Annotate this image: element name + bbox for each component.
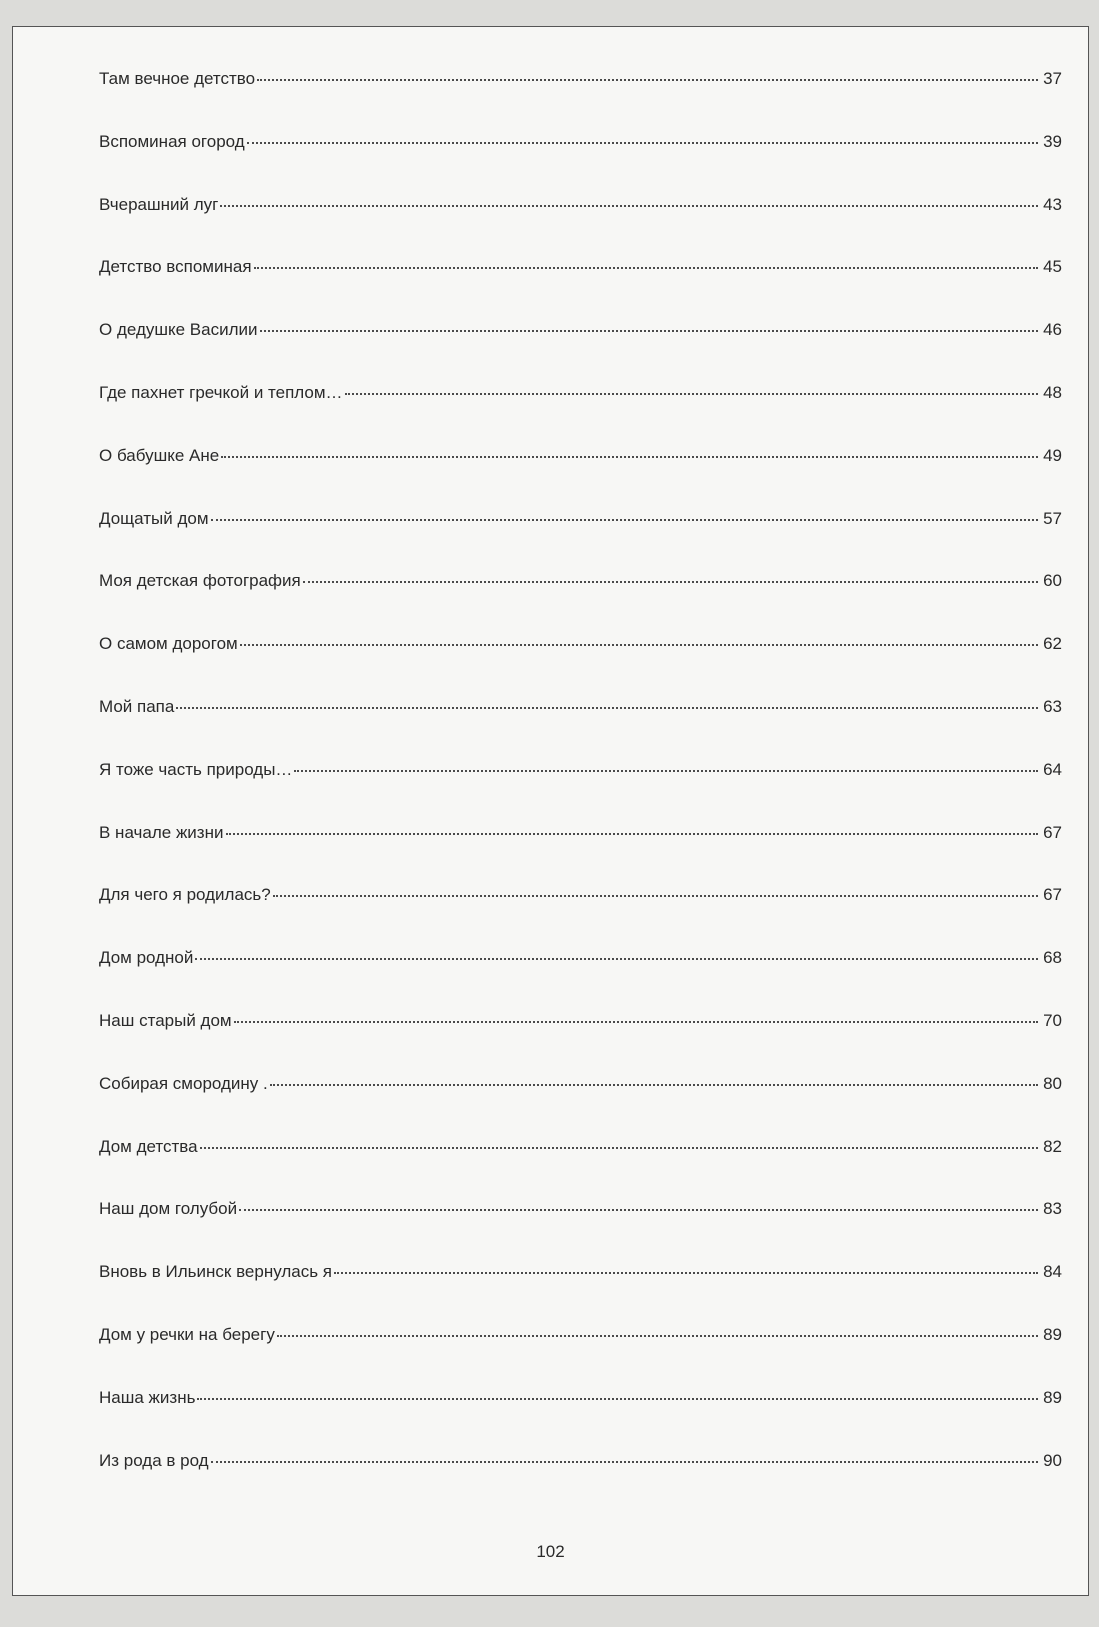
toc-entry xyxy=(99,1388,1062,1451)
dot-leader xyxy=(257,79,1038,81)
toc-entry-title: Дом родной xyxy=(99,948,194,968)
dot-leader xyxy=(221,456,1038,458)
toc-entry-page: 63 xyxy=(1043,696,1062,716)
toc-entry xyxy=(99,132,1062,195)
toc-entry-title: В начале жизни xyxy=(99,822,224,842)
toc-entry xyxy=(99,760,1062,823)
dot-leader xyxy=(220,205,1038,207)
dot-leader xyxy=(200,1147,1038,1149)
toc-entry-page: 64 xyxy=(1043,759,1062,779)
toc-entry-title: Там вечное детство xyxy=(99,69,256,88)
dot-leader xyxy=(240,644,1038,646)
dot-leader xyxy=(211,519,1038,521)
toc-entry-page: 90 xyxy=(1043,1450,1062,1470)
toc-entry xyxy=(99,885,1062,948)
toc-entry-page: 48 xyxy=(1043,382,1062,402)
toc-entry-page: 43 xyxy=(1043,194,1062,214)
toc-entry-page: 80 xyxy=(1043,1073,1062,1093)
dot-leader xyxy=(303,581,1038,583)
dot-leader xyxy=(277,1335,1038,1337)
toc-entry-page: 70 xyxy=(1043,1010,1062,1030)
toc-entry-page: 39 xyxy=(1043,131,1062,151)
toc-entry-page: 84 xyxy=(1043,1262,1062,1282)
toc-entry xyxy=(99,1451,1062,1514)
toc-entry xyxy=(99,1325,1062,1388)
toc-entry-title: Из рода в род xyxy=(99,1450,209,1470)
toc-entry xyxy=(99,571,1062,634)
toc-entry xyxy=(99,697,1062,760)
dot-leader xyxy=(176,707,1038,709)
toc-entry-title: Вспоминая огород xyxy=(99,131,245,151)
toc-entry-title: Дом детства xyxy=(99,1136,198,1156)
toc-entry-page: 83 xyxy=(1043,1199,1062,1219)
toc-entry-page: 57 xyxy=(1043,508,1062,528)
toc-entry xyxy=(99,195,1062,258)
toc-entry-page: 82 xyxy=(1043,1136,1062,1156)
dot-leader xyxy=(197,1398,1038,1400)
toc-entry-page: 67 xyxy=(1043,822,1062,842)
dot-leader xyxy=(273,895,1038,897)
toc-entry-title: Наш дом голубой xyxy=(99,1199,238,1219)
page-number: 102 xyxy=(536,1542,565,1561)
dot-leader xyxy=(260,330,1038,332)
toc-entry-title: Вновь в Ильинск вернулась я xyxy=(99,1262,333,1282)
toc-entry-title: О дедушке Василии xyxy=(99,320,258,340)
dot-leader xyxy=(294,770,1038,772)
toc-entry-page: 60 xyxy=(1043,571,1062,591)
toc-entry-title: Дом у речки на берегу xyxy=(99,1324,275,1344)
toc-entry xyxy=(99,383,1062,446)
toc-entry-title: Дощатый дом xyxy=(99,508,209,528)
toc-entry xyxy=(99,257,1062,320)
dot-leader xyxy=(270,1084,1038,1086)
dot-leader xyxy=(247,142,1038,144)
toc-entry-title: О самом дорогом xyxy=(99,634,238,654)
toc-entry-page: 37 xyxy=(1043,69,1062,88)
toc-entry-page: 89 xyxy=(1043,1387,1062,1407)
toc-entry xyxy=(99,1137,1062,1200)
toc-entry xyxy=(99,320,1062,383)
toc-entry-page: 49 xyxy=(1043,445,1062,465)
dot-leader xyxy=(234,1021,1038,1023)
toc-entry xyxy=(99,1199,1062,1262)
toc-entry xyxy=(99,823,1062,886)
toc-entry-title: Детство вспоминая xyxy=(99,257,252,277)
toc-entry xyxy=(99,634,1062,697)
book-page xyxy=(12,26,1089,1596)
toc-entry-title: Вчерашний луг xyxy=(99,194,219,214)
table-of-contents xyxy=(99,69,1062,1513)
toc-entry-page: 89 xyxy=(1043,1324,1062,1344)
dot-leader xyxy=(254,267,1038,269)
toc-entry-title: Наша жизнь xyxy=(99,1387,196,1407)
toc-entry-title: Для чего я родилась? xyxy=(99,885,271,905)
toc-entry-page: 62 xyxy=(1043,634,1062,654)
toc-entry-title: Мой папа xyxy=(99,696,175,716)
toc-entry xyxy=(99,1074,1062,1137)
toc-entry-page: 45 xyxy=(1043,257,1062,277)
toc-entry-title: Моя детская фотография xyxy=(99,571,301,591)
dot-leader xyxy=(195,958,1038,960)
toc-entry xyxy=(99,509,1062,572)
dot-leader xyxy=(334,1272,1038,1274)
toc-entry xyxy=(99,1011,1062,1074)
toc-entry-title: Наш старый дом xyxy=(99,1010,232,1030)
toc-entry-title: Собирая смородину . xyxy=(99,1073,268,1093)
dot-leader xyxy=(211,1461,1038,1463)
toc-entry-page: 67 xyxy=(1043,885,1062,905)
toc-entry-page: 68 xyxy=(1043,948,1062,968)
toc-entry xyxy=(99,69,1062,132)
toc-entry-title: Я тоже часть природы… xyxy=(99,759,293,779)
dot-leader xyxy=(345,393,1038,395)
toc-entry-title: О бабушке Ане xyxy=(99,445,220,465)
toc-entry-page: 46 xyxy=(1043,320,1062,340)
toc-entry-title: Где пахнет гречкой и теплом… xyxy=(99,382,343,402)
dot-leader xyxy=(239,1209,1038,1211)
toc-entry xyxy=(99,446,1062,509)
toc-entry xyxy=(99,1262,1062,1325)
dot-leader xyxy=(226,833,1039,835)
toc-entry xyxy=(99,948,1062,1011)
